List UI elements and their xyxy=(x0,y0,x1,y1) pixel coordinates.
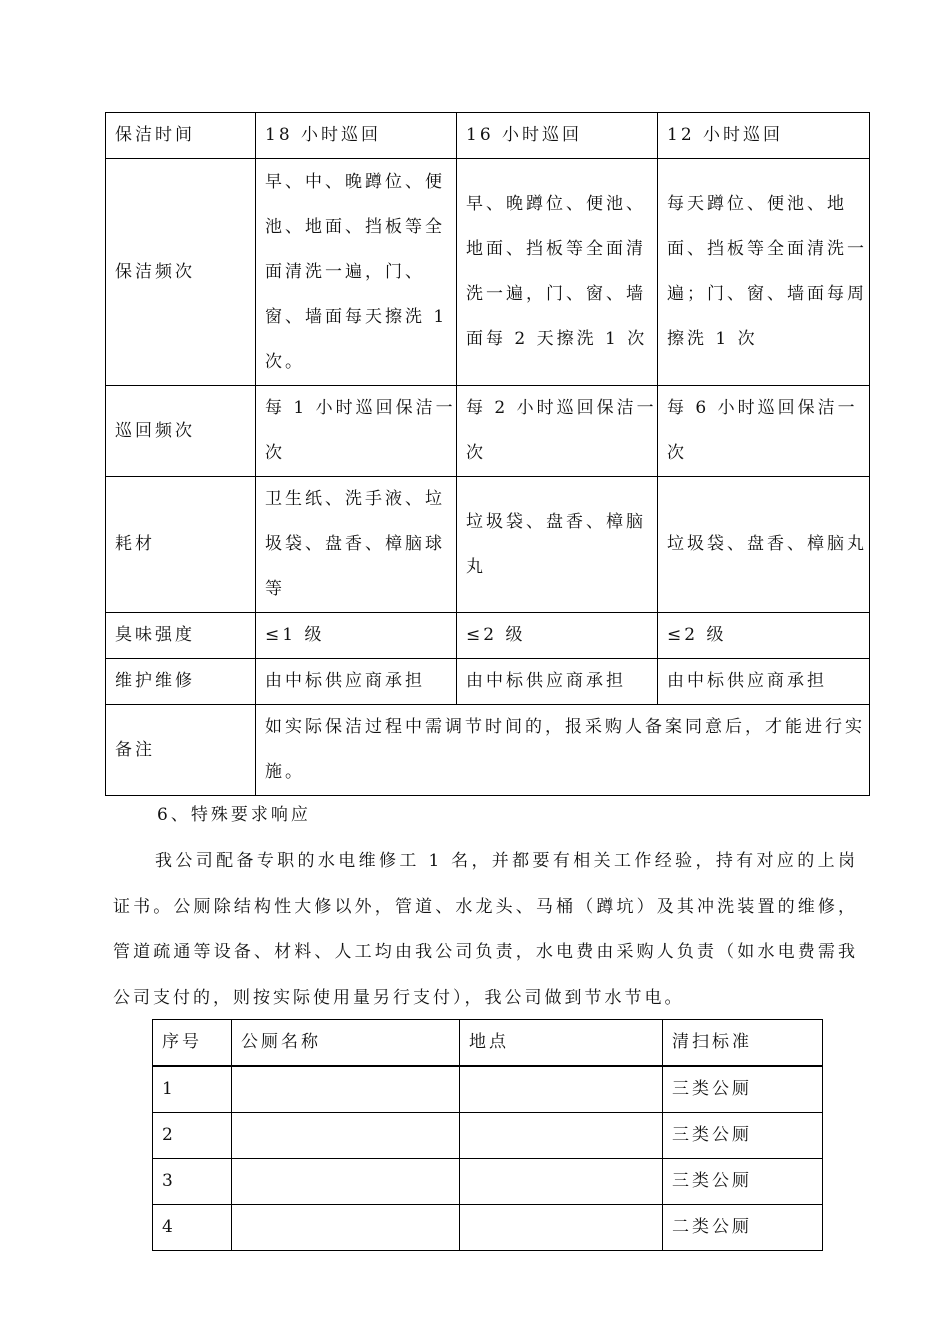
row-label: 维护维修 xyxy=(106,659,256,705)
location-cell xyxy=(460,1159,663,1205)
cleaning-spec-table xyxy=(105,112,870,796)
table-row xyxy=(106,613,870,659)
table-row xyxy=(153,1066,823,1113)
standard-cell: 二类公厕 xyxy=(663,1205,823,1251)
standard-cell: 三类公厕 xyxy=(663,1159,823,1205)
name-cell xyxy=(232,1159,460,1205)
cell-16h: 每 2 小时巡回保洁一次 xyxy=(457,386,658,477)
row-label: 臭味强度 xyxy=(106,613,256,659)
name-cell xyxy=(232,1113,460,1159)
serial-cell: 3 xyxy=(153,1159,232,1205)
table-row xyxy=(153,1205,823,1251)
serial-cell: 2 xyxy=(153,1113,232,1159)
table-row xyxy=(106,113,870,159)
table-row xyxy=(153,1159,823,1205)
table-row xyxy=(106,386,870,477)
cell-16h: 早、晚蹲位、便池、地面、挡板等全面清洗一遍，门、窗、墙面每 2 天擦洗 1 次 xyxy=(457,159,658,386)
cell-18h: 卫生纸、洗手液、垃圾袋、盘香、樟脑球等 xyxy=(256,477,457,613)
header-cell: 公厕名称 xyxy=(232,1020,460,1067)
table-row xyxy=(106,659,870,705)
cell-18h: 18 小时巡回 xyxy=(256,113,457,159)
cell-18h: 每 1 小时巡回保洁一次 xyxy=(256,386,457,477)
serial-cell: 4 xyxy=(153,1205,232,1251)
header-cell: 地点 xyxy=(460,1020,663,1067)
cell-12h: 垃圾袋、盘香、樟脑丸 xyxy=(658,477,870,613)
standard-cell: 三类公厕 xyxy=(663,1066,823,1113)
public-toilet-table xyxy=(152,1019,823,1251)
table-row xyxy=(106,477,870,613)
body-paragraph: 我公司配备专职的水电维修工 1 名，并都要有相关工作经验，持有对应的上岗证书。公厕除结构性大修以外，管道、水龙头、马桶（蹲坑）及其冲洗装置的维修，管道疏通等设备、材料、人工均由我公司负责，水电费由采购人负责（如水电费需我公司支付的，则按实际使用量另行支付），我公司做到节水节电。 xyxy=(113,851,858,1008)
table-row xyxy=(106,159,870,386)
cell-16h: 垃圾袋、盘香、樟脑丸 xyxy=(457,477,658,613)
cell-12h: 由中标供应商承担 xyxy=(658,659,870,705)
section-heading: 6、特殊要求响应 xyxy=(157,805,311,825)
row-label: 备注 xyxy=(106,705,256,796)
row-label: 保洁时间 xyxy=(106,113,256,159)
cell-12h: 12 小时巡回 xyxy=(658,113,870,159)
cell-18h: 早、中、晚蹲位、便池、地面、挡板等全面清洗一遍，门、窗、墙面每天擦洗 1 次。 xyxy=(256,159,457,386)
cell-12h: 每 6 小时巡回保洁一次 xyxy=(658,386,870,477)
cell-12h: 每天蹲位、便池、地面、挡板等全面清洗一遍；门、窗、墙面每周擦洗 1 次 xyxy=(658,159,870,386)
remark-text: 如实际保洁过程中需调节时间的，报采购人备案同意后，才能进行实施。 xyxy=(256,705,870,796)
name-cell xyxy=(232,1205,460,1251)
location-cell xyxy=(460,1205,663,1251)
location-cell xyxy=(460,1066,663,1113)
header-cell: 序号 xyxy=(153,1020,232,1067)
header-cell: 清扫标准 xyxy=(663,1020,823,1067)
row-label: 巡回频次 xyxy=(106,386,256,477)
cell-16h: 由中标供应商承担 xyxy=(457,659,658,705)
cell-16h: ≤2 级 xyxy=(457,613,658,659)
table-row xyxy=(153,1113,823,1159)
cell-12h: ≤2 级 xyxy=(658,613,870,659)
table-row xyxy=(106,705,870,796)
cell-18h: ≤1 级 xyxy=(256,613,457,659)
cell-16h: 16 小时巡回 xyxy=(457,113,658,159)
row-label: 保洁频次 xyxy=(106,159,256,386)
location-cell xyxy=(460,1113,663,1159)
name-cell xyxy=(232,1066,460,1113)
row-label: 耗材 xyxy=(106,477,256,613)
table-header-row xyxy=(153,1020,823,1067)
serial-cell: 1 xyxy=(153,1066,232,1113)
cell-18h: 由中标供应商承担 xyxy=(256,659,457,705)
standard-cell: 三类公厕 xyxy=(663,1113,823,1159)
